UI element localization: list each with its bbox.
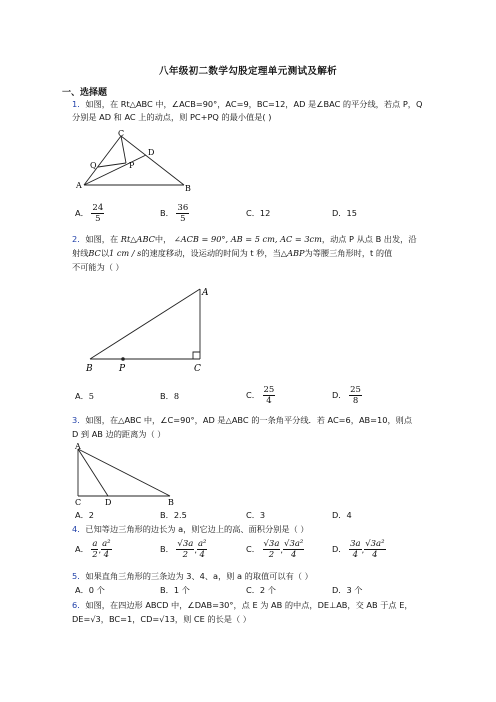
q2-text-line2: 射线BC以1 cm / s的速度移动，设运动的时间为 t 秒，当△ABP为等腰三角形时，t 的值 [72, 248, 393, 258]
q3-seg-AB [78, 449, 170, 496]
q3-line2: D 到 AB 边的距离为（ ） [72, 429, 166, 439]
q3-label-A: A [75, 443, 81, 451]
q2-point-P [121, 357, 125, 361]
q1-line1: 如图，在 Rt△ABC 中，∠ACB=90°，AC=9，BC=12，AD 是∠BAC 的平分线，若点 P，Q [85, 99, 423, 109]
q5-text-line1: 5．如果直角三角形的三条边为 3、4、a，则 a 的取值可以有（ ） [72, 571, 313, 581]
q4-option-b[interactable]: B． $\frac{√3a}{2}$ , $\frac{\text{a²}}{4}$ [160, 539, 207, 560]
q5-option-a[interactable]: A．0 个 [75, 585, 105, 595]
q2-label-P: P [119, 364, 126, 374]
q3-label-C: C [75, 498, 82, 507]
q2-option-c-fraction: $\frac{25}{4}$ [263, 385, 275, 406]
q1-seg-AD [84, 155, 146, 185]
q3-option-b[interactable]: B．2.5 [160, 510, 187, 520]
q1-option-b-fraction: $\frac{36}{5}$ [177, 203, 189, 224]
q1-figure [72, 127, 197, 195]
q3-seg-AD [78, 449, 108, 496]
q1-text-line1 [72, 99, 422, 110]
q5-option-c[interactable]: C．2 个 [246, 585, 276, 595]
q1-label-B: B [185, 184, 191, 193]
q5-option-d[interactable]: D．3 个 [332, 585, 363, 595]
q3-option-a[interactable]: A．2 [75, 510, 95, 520]
q1-label-P: P [129, 161, 135, 170]
q3-label-D: D [105, 498, 112, 507]
q3-option-c[interactable]: C．3 [246, 510, 266, 520]
q2-line3: 不可能为（ ） [72, 262, 124, 272]
q2-option-c[interactable]: C． $\frac{25}{4}$ [246, 385, 275, 406]
q2-label-A: A [202, 288, 209, 298]
q1-seg-CP [121, 136, 126, 163]
q3-text-line1: 3．如图，在△ABC 中，∠C=90°，AD 是△ABC 的一条角平分线．若 AC=6，AB=10，则点 [72, 415, 413, 425]
q2-option-d-fraction: $\frac{25}{8}$ [350, 385, 361, 406]
q6-text-line1: 6．如图，在四边形 ABCD 中，∠DAB=30°，点 E 为 AB 的中点，DE⊥AB，交 AB 于点 E， [72, 600, 413, 610]
q1-option-a[interactable]: A． $\frac{24}{5}$ [75, 203, 104, 224]
q3-figure [72, 443, 184, 508]
q1-label-Q: Q [90, 161, 97, 170]
q4-text-line1: 4．已知等边三角形的边长为 a，则它边上的高、面积分别是（ ） [72, 524, 309, 534]
q2-seg-BA [90, 289, 200, 359]
q5-option-b[interactable]: B．1 个 [160, 585, 190, 595]
q1-label-D: D [148, 148, 155, 157]
q6-line2: DE=√3，BC=1，CD=√13，则 CE 的长是（ ） [72, 614, 251, 624]
q2-option-a[interactable]: A．5 [75, 391, 95, 401]
q1-line2: 分别是 AD 和 AC 上的动点，则 PC+PQ 的最小值是( ) [72, 112, 272, 122]
q4-option-a[interactable]: A． $\frac{a}{2}$ , $\frac{\text{a²}}{4}$ [75, 539, 111, 560]
q2-label-B: B [86, 364, 93, 374]
q1-option-c[interactable]: C．12 [246, 208, 271, 218]
q1-option-a-fraction: $\frac{24}{5}$ [92, 203, 104, 224]
q1-label-A: A [76, 181, 82, 190]
q1-option-b[interactable]: B． $\frac{36}{5}$ [160, 203, 189, 224]
q2-text-line1: 2．如图，在 Rt△ABC中， ∠ACB = 90°, AB = 5 cm, AC = 3cm，动点 P 从点 B 出发，沿 [72, 234, 417, 244]
q3-option-d[interactable]: D．4 [332, 510, 352, 520]
q2-label-C: C [194, 364, 201, 374]
q2-right-angle [193, 352, 200, 359]
q2-option-b[interactable]: B．8 [160, 391, 180, 401]
q1-option-d[interactable]: D．15 [332, 208, 357, 218]
q2-option-d[interactable]: D． $\frac{25}{8}$ [332, 385, 361, 406]
q1-number: 1． [72, 99, 86, 109]
q1-label-C: C [118, 129, 125, 138]
q4-option-d[interactable]: D． $\frac{3a}{4}$ , $\frac{\text{√3a²}}{4}$ [332, 539, 385, 560]
q2-figure [82, 283, 217, 376]
q4-option-c[interactable]: C． $\frac{√3a}{2}$ , $\frac{\text{√3a²}}{4}$ [246, 539, 304, 560]
page-title: 八年级初二数学勾股定理单元测试及解析 [158, 66, 338, 77]
section-heading: 一、选择题 [62, 88, 108, 98]
q3-label-B: B [168, 498, 174, 507]
